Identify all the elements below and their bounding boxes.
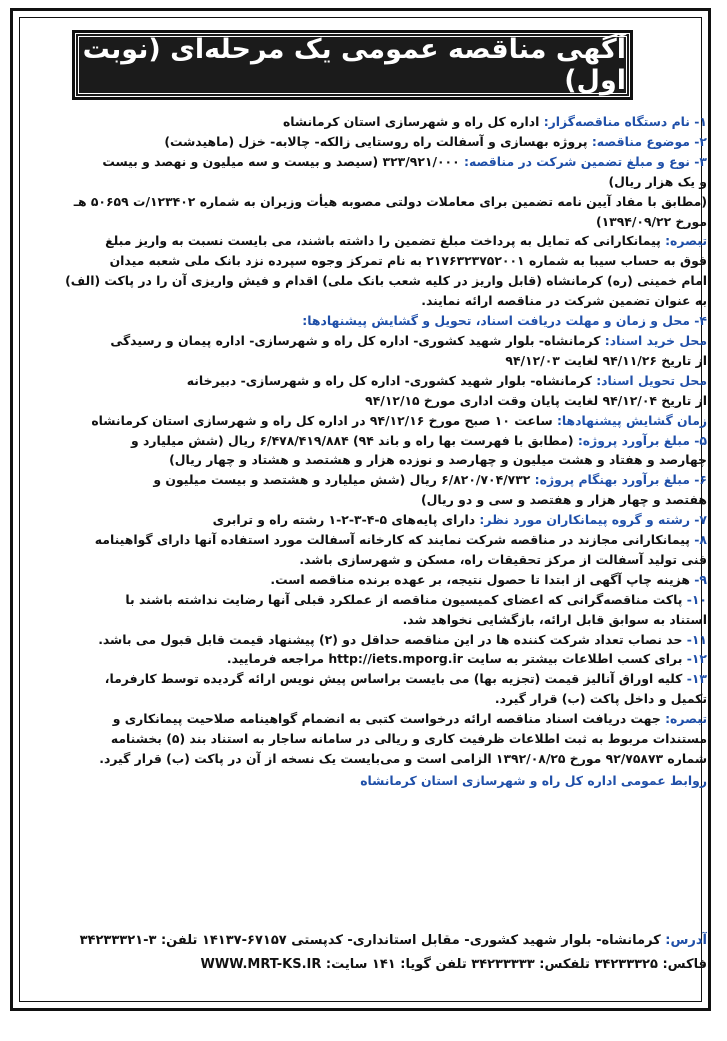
page-title: آگهی مناقصه عمومی یک مرحله‌ای (نوبت اول) (82, 34, 626, 96)
notice-line (26, 331, 707, 351)
item-text: پروژه بهسازی و آسفالت راه روستایی زالکه- چالابه- خزل (ماهیدشت) (164, 133, 588, 149)
address-label: آدرس: (665, 933, 707, 948)
notice-line (26, 152, 707, 172)
notice-line (26, 391, 707, 411)
item-label: ۷- رشته و گروه پیمانکاران مورد نظر: (475, 512, 707, 528)
notice-line (26, 729, 707, 749)
notice-line (26, 669, 707, 689)
notice-line (26, 630, 707, 650)
item-label: ۶- مبلغ برآورد بهنگام پروژه: (530, 472, 707, 488)
notice-line (26, 510, 707, 530)
item-text: فنی تولید آسفالت از مرکز تحقیقات راه، مسکن و شهرسازی باشد. (299, 551, 707, 567)
item-label: تبصره: (660, 233, 707, 249)
notice-line (26, 649, 707, 669)
address-line (26, 929, 707, 953)
item-label: زمان گشایش پیشنهادها: (552, 412, 707, 428)
item-text: تکمیل و داخل پاکت (ب) قرار گیرد. (494, 691, 707, 707)
notice-line (26, 251, 707, 271)
item-label: ۱- نام دستگاه مناقصه‌گزار: (539, 114, 707, 129)
item-label: ۳- نوع و مبلغ تضمین شرکت در مناقصه: (459, 153, 707, 169)
notice-line (26, 431, 707, 451)
item-label: محل خرید اسناد: (600, 332, 707, 348)
notice-footer (26, 929, 707, 977)
notice-line (26, 749, 707, 769)
notice-line (26, 689, 707, 709)
item-text: دارای پایه‌های ۵-۴-۳-۲-۱ رشته راه و ترابری (212, 512, 476, 528)
item-text: برای کسب اطلاعات بیشتر به سایت http://iets.mporg.ir مراجعه فرمایید. (226, 651, 683, 667)
item-label: ۴- محل و زمان و مهلت دریافت اسناد، تحویل و گشایش پیشنهادها: (302, 313, 707, 329)
item-text: ۳۲۳/۹۲۱/۰۰۰ (سیصد و بیست و سه میلیون و نهصد و بیست (102, 153, 460, 169)
item-label: ۲- موضوع مناقصه: (587, 133, 707, 149)
item-text: کرمانشاه- بلوار شهید کشوری- اداره کل راه و شهرسازی- دبیرخانه (186, 372, 592, 388)
notice-line (26, 351, 707, 371)
item-text: هزینه چاپ آگهی از ابتدا تا حصول نتیجه، بر عهده برنده مناقصه است. (270, 571, 690, 587)
notice-line (26, 231, 707, 251)
notice-line (26, 570, 707, 590)
notice-body (26, 112, 707, 791)
notice-line (26, 271, 707, 291)
notice-line (26, 132, 707, 152)
title-banner (75, 33, 630, 97)
item-label: ۹- (689, 571, 707, 587)
item-text: مستندات مربوط به ثبت اطلاعات ظرفیت کاری و ریالی در سامانه ساجار به استناد بند (۵) بخشنامه (110, 731, 707, 747)
notice-line (26, 530, 707, 550)
item-text: کلیه اوراق آنالیز قیمت (تجزیه بها) می بایست براساس پیش نویس ارائه گردیده توسط کارفرما، (104, 671, 683, 687)
item-text: کرمانشاه- بلوار شهید کشوری- اداره کل راه و شهرسازی- اداره پیمان و رسیدگی (110, 332, 601, 348)
signature: روابط عمومی اداره کل راه و شهرسازی استان کرمانشاه (360, 772, 707, 788)
notice-line (26, 311, 707, 331)
notice-line (26, 112, 707, 132)
notice-line (26, 192, 707, 212)
item-label: ۱۳- (682, 671, 707, 687)
item-label: ۵- مبلغ برآورد پروژه: (573, 432, 707, 448)
notice-line (26, 411, 707, 431)
item-text: پیمانکارانی مجازند در مناقصه شرکت نمایند که کارخانه آسفالت مورد استفاده آنها دارای گواهینامه (94, 532, 690, 548)
address-text: کرمانشاه- بلوار شهید کشوری- مقابل استانداری- کدپستی ۶۷۱۵۷-۱۴۱۳۷ تلفن: ۳-۳۴۲۳۳۳۲۱ (79, 933, 661, 948)
item-text: حد نصاب تعداد شرکت کننده ها در این مناقصه حداقل دو (۲) پیشنهاد قیمت قابل قبول می باشد. (98, 631, 683, 647)
notice-line (26, 450, 707, 470)
item-text: فوق به حساب سیبا به شماره ۲۱۷۶۳۲۳۷۵۲۰۰۱ به نام تمرکز وجوه سپرده نزد بانک ملی شعبه میدان (109, 253, 707, 269)
item-label: ۱۲- (682, 651, 707, 667)
notice-line (26, 371, 707, 391)
item-text: استناد به سوابق قابل ارائه، بازگشایی نخواهد شد. (402, 611, 707, 627)
item-text: و یک هزار ریال) (608, 173, 707, 189)
item-text: ساعت ۱۰ صبح مورخ ۹۴/۱۲/۱۶ در اداره کل راه و شهرسازی استان کرمانشاه (91, 412, 553, 428)
notice-line (26, 470, 707, 490)
item-text: از تاریخ ۹۴/۱۲/۰۴ لغایت پایان وقت اداری مورخ ۹۴/۱۲/۱۵ (365, 392, 707, 408)
notice-line (26, 709, 707, 729)
notice-line (26, 212, 707, 232)
item-text: به عنوان تضمین شرکت در مناقصه ارائه نمایند. (421, 293, 707, 309)
item-text: از تاریخ ۹۴/۱۱/۲۶ لغایت ۹۴/۱۲/۰۳ (505, 352, 707, 368)
notice-line (26, 590, 707, 610)
item-text: (مطابق با فهرست بها راه و باند ۹۴) ۶/۴۷۸/۴۱۹/۸۸۴ ریال (شش میلیارد و (130, 432, 574, 448)
item-label: ۱۰- (682, 591, 707, 607)
item-text: مورخ ۱۳۹۴/۰۹/۲۲) (595, 213, 707, 229)
item-text: ۶/۸۲۰/۷۰۴/۷۳۲ ریال (شش میلیارد و هشتصد و بیست میلیون و (153, 472, 531, 488)
notice-line (26, 172, 707, 192)
notice-line (26, 490, 707, 510)
notice-line (26, 550, 707, 570)
item-label: ۱۱- (682, 631, 707, 647)
notice-line (26, 291, 707, 311)
item-text: (مطابق با مفاد آیین نامه تضمین برای معاملات دولتی مصوبه هیأت وزیران به شماره ۱۲۳۴۰۲/ت ۵۰۶۵۹ هـ (73, 193, 707, 209)
item-label: ۸- (689, 532, 707, 548)
item-text: چهارصد و هفتاد و هشت میلیون و چهارصد و نوزده هزار و هشتصد و هشتاد و چهار ریال) (169, 452, 707, 468)
item-text: شماره ۹۲/۷۵۸۷۳ مورخ ۱۳۹۲/۰۸/۲۵ الزامی است و می‌بایست یک نسخه از آن در پاکت (ب) قرار گیرد. (99, 751, 707, 766)
item-label: تبصره: (660, 711, 707, 727)
item-text: پاکت مناقصه‌گرانی که اعضای کمیسیون مناقصه از عملکرد قبلی آنها رضایت نداشته باشند با (125, 591, 683, 607)
contact-line: فاکس: ۳۴۲۳۳۳۲۵ تلفکس: ۳۴۲۳۳۳۳۳ تلفن گویا: ۱۴۱ سایت: WWW.MRT-KS.IR (200, 957, 707, 972)
item-text: پیمانکارانی که تمایل به پرداخت مبلغ تضمین را داشته باشند، می بایست نسبت به واریز مبلغ (105, 233, 661, 249)
item-label: محل تحویل اسناد: (591, 372, 707, 388)
item-text: امام خمینی (ره) کرمانشاه (قابل واریز در کلیه شعب بانک ملی) اقدام و فیش واریزی آن را در پاکت (الف) (65, 273, 707, 289)
notice-line (26, 610, 707, 630)
item-text: هفتصد و چهار هزار و هفتصد و سی و دو ریال) (420, 492, 707, 508)
item-text: جهت دریافت اسناد مناقصه ارائه درخواست کتبی به انضمام گواهینامه صلاحیت پیمانکاری و (112, 711, 661, 727)
item-text: اداره کل راه و شهرسازی استان کرمانشاه (282, 114, 540, 129)
